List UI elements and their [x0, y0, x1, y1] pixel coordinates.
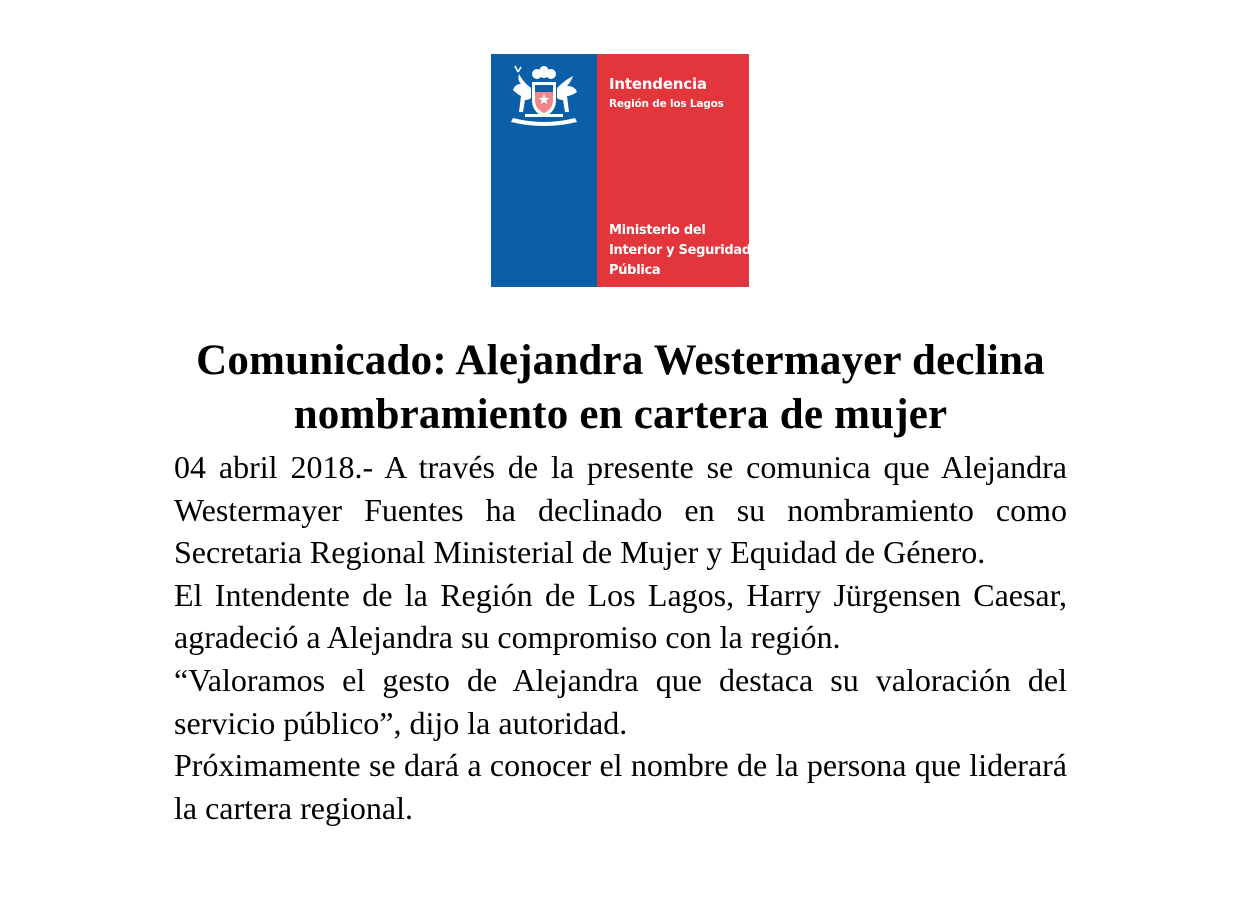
paragraph-announcement: 04 abril 2018.- A través de la presente se comunica que Alejandra Westermayer Fuentes ha declinado en su nombramiento como Secretaria Regional Ministerial de Mujer y Equidad de Género.: [174, 449, 1067, 571]
paragraph-next-steps: Próximamente se dará a conocer el nombre de la persona que liderará la cartera regional.: [174, 747, 1067, 826]
paragraph-quote: “Valoramos el gesto de Alejandra que destaca su valoración del servicio público”, dijo la autoridad.: [174, 661, 1067, 741]
document-title: Comunicado: Alejandra Westermayer declina nombramiento en cartera de mujer: [196, 337, 1045, 438]
paragraph-intendente: El Intendente de la Región de Los Lagos, Harry Jürgensen Caesar, agradeció a Alejandra su compromiso con la región.: [174, 576, 1067, 656]
chile-coat-of-arms-icon: [501, 64, 587, 130]
logo-blue-panel: [491, 54, 597, 287]
document-body: [174, 446, 1067, 829]
intendencia-logo: [491, 54, 749, 287]
logo-region: Región de los Lagos: [609, 98, 724, 110]
logo-title: Intendencia: [609, 75, 707, 93]
logo-ministry: Ministerio del Interior y Seguridad Pública: [609, 223, 751, 278]
logo-red-panel: [597, 54, 749, 287]
